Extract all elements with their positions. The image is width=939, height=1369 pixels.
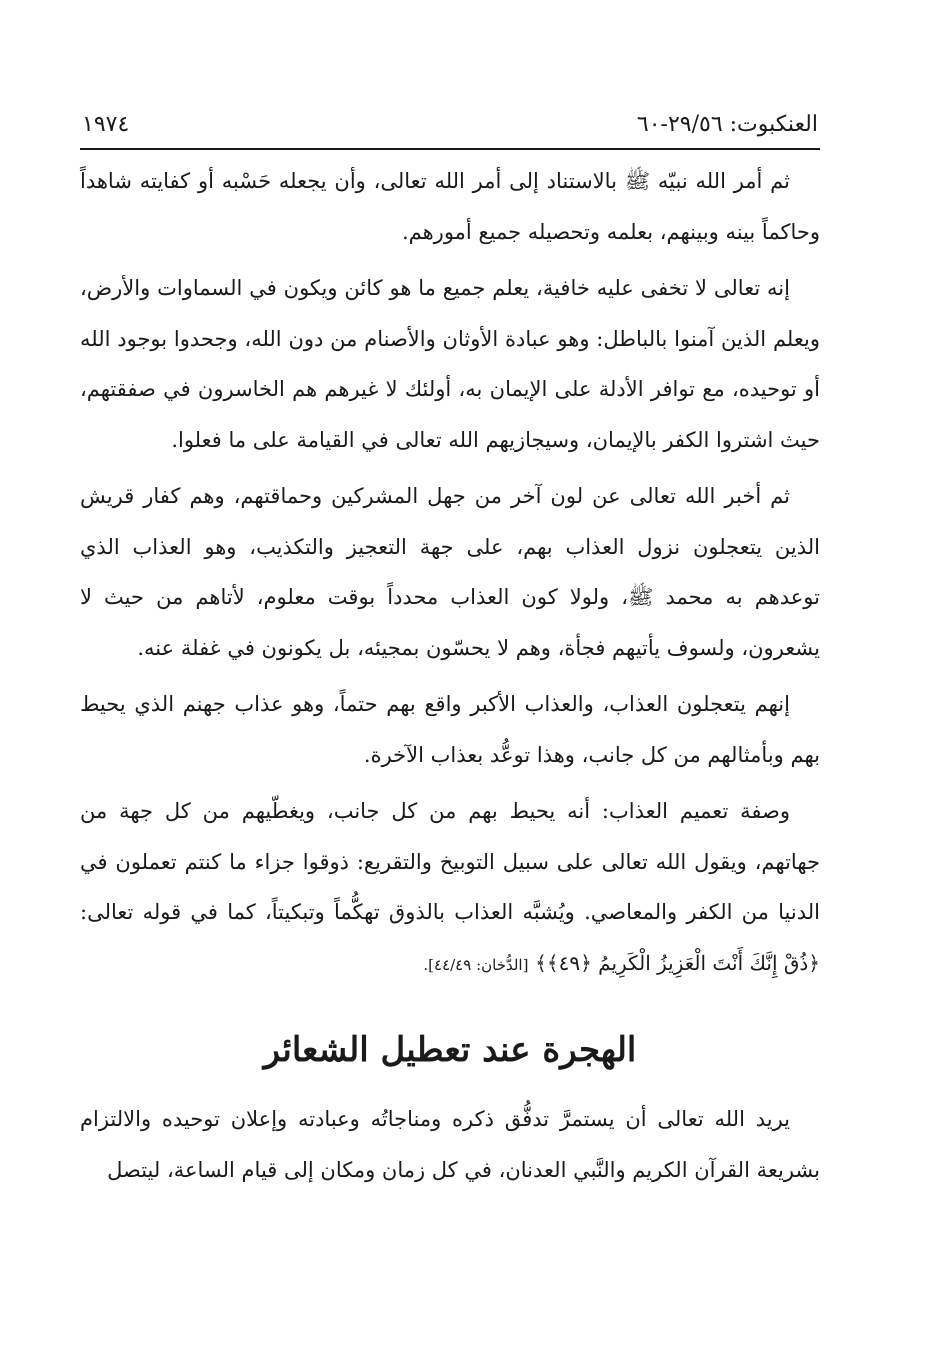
paragraph-2: إنه تعالى لا تخفى عليه خافية، يعلم جميع ما هو كائن ويكون في السماوات والأرض، ويعلم الذين آمنوا بالباطل: وهو عبادة الأوثان والأصنام من دون الله، وجحدوا بوجود الله أو توحيده، مع توافر الأدلة على الإيمان به، أولئك لا غيرهم هم الخاسرون في صفقتهم، حيث اشتروا الكفر بالإيمان، وسيجازيهم الله تعالى في القيامة على ما فعلوا. [80,276,820,452]
page [80,108,820,1201]
paragraph-5 [80,786,820,990]
surah-reference: العنكبوت: ٢٩/٥٦-٦٠ [636,112,818,137]
quran-verse: ﴿ذُقْ إِنَّكَ أَنْتَ الْعَزِيزُ الْكَرِيمُ ﴿٤٩﴾﴾ [535,950,820,975]
paragraph-3: ثم أخبر الله تعالى عن لون آخر من جهل المشركين وحماقتهم، وهم كفار قريش الذين يتعجلون نزول العذاب بهم، على جهة التعجيز والتكذيب، وهو العذاب الذي توعدهم به محمد ﷺ، ولولا كون العذاب محدداً بوقت معلوم، لأتاهم من حيث لا يشعرون، ولسوف يأتيهم فجأة، وهم لا يحسّون بمجيئه، بل يكونون في غفلة عنه. [80,484,820,660]
paragraph-5-text: وصفة تعميم العذاب: أنه يحيط بهم من كل جانب، ويغطّيهم من كل جهة من جهاتهم، ويقول الله تعالى على سبيل التوبيخ والتقريع: ذوقوا جزاء ما كنتم تعملون في الدنيا من الكفر والمعاصي. ويُشبَّه العذاب بالذوق تهكُّماً وتبكيتاً، كما في قوله تعالى: [80,799,820,924]
section-heading: الهجرة عند تعطيل الشعائر [263,1030,637,1070]
paragraph-1: ثم أمر الله نبيّه ﷺ بالاستناد إلى أمر الله تعالى، وأن يجعله حَسْبه أو كفايته شاهداً وحاكماً بينه وبينهم، بعلمه وتحصيله جميع أمورهم. [80,169,820,244]
paragraph-4: إنهم يتعجلون العذاب، والعذاب الأكبر واقع بهم حتماً، وهو عذاب جهنم الذي يحيط بهم وبأمثالهم من كل جانب، وهذا توعُّد بعذاب الآخرة. [80,692,820,767]
page-number: ١٩٧٤ [82,112,130,137]
main-text [80,156,820,1195]
section-paragraph: يريد الله تعالى أن يستمرَّ تدفُّق ذكره ومناجاتُه وعبادته وإعلان توحيده والالتزام بشريعة القرآن الكريم والنَّبي العدنان، في كل زمان ومكان إلى قيام الساعة، ليتصل [80,1107,820,1182]
running-header [80,108,820,150]
quran-reference: [الدُّخان: ٤٤/٤٩]. [423,955,529,974]
